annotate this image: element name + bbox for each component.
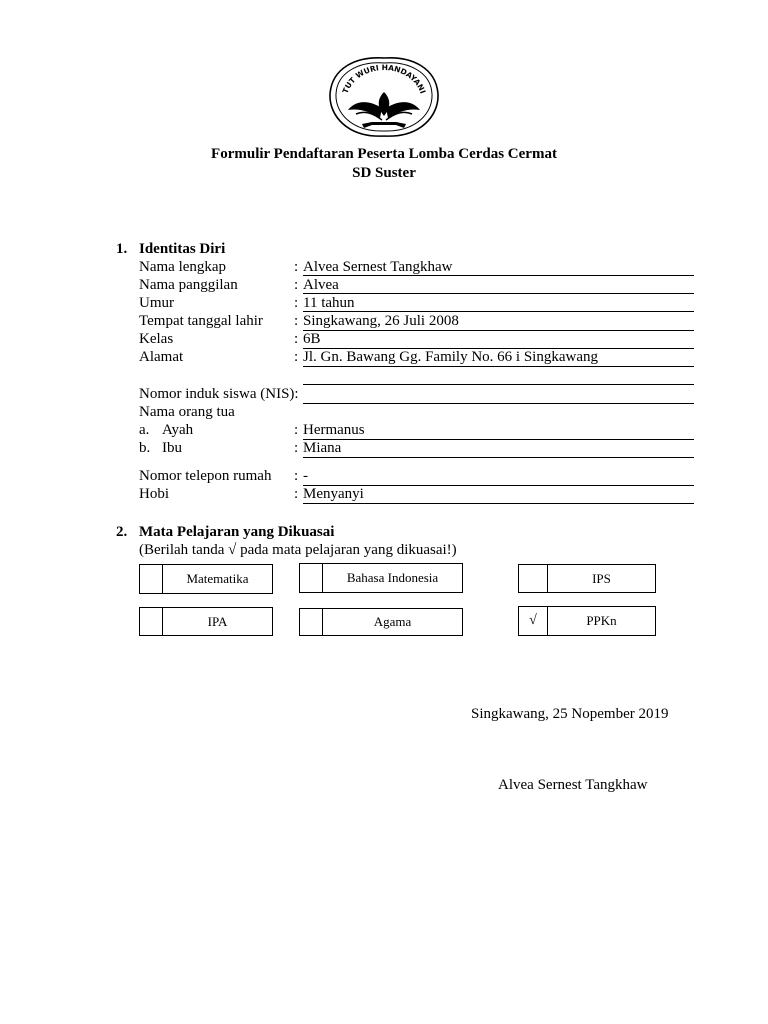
phone-value: - — [303, 468, 308, 484]
subject-box-bahasa-indonesia[interactable] — [299, 563, 463, 593]
field-value-age: 11 tahun — [303, 295, 355, 311]
colon: : — [294, 331, 299, 347]
field-value-birth: Singkawang, 26 Juli 2008 — [303, 313, 459, 329]
field-label-age: Umur — [139, 295, 174, 311]
colon: : — [294, 440, 299, 456]
subject-label: Matematika — [186, 571, 249, 586]
subject-label: IPA — [207, 613, 228, 629]
mother-label: Ibu — [162, 440, 182, 456]
underline — [303, 293, 694, 294]
section2-title: Mata Pelajaran yang Dikuasai — [139, 524, 335, 540]
field-label-birth: Tempat tanggal lahir — [139, 313, 263, 329]
checkbox[interactable] — [300, 609, 323, 635]
checkbox[interactable] — [140, 565, 163, 593]
parents-label: Nama orang tua — [139, 404, 235, 420]
place-date: Singkawang, 25 Nopember 2019 — [471, 706, 669, 722]
checkbox[interactable] — [140, 608, 163, 635]
colon: : — [294, 313, 299, 329]
subject-box-ppkn[interactable] — [518, 606, 656, 636]
colon: : — [294, 486, 299, 502]
subject-label: Bahasa Indonesia — [346, 570, 439, 585]
colon: : — [294, 259, 299, 275]
underline — [303, 330, 694, 331]
field-value-nickname: Alvea — [303, 277, 339, 293]
underline — [303, 457, 694, 458]
colon: : — [294, 295, 299, 311]
underline — [303, 503, 694, 504]
father-value: Hermanus — [303, 422, 365, 438]
nis-label: Nomor induk siswa (NIS): — [139, 386, 299, 402]
svg-text:TUT WURI HANDAYANI: TUT WURI HANDAYANI — [340, 62, 428, 95]
field-value-address: Jl. Gn. Bawang Gg. Family No. 66 i Singkawang — [303, 349, 598, 365]
colon: : — [294, 277, 299, 293]
subject-box-matematika[interactable] — [139, 564, 273, 594]
subject-box-agama[interactable] — [299, 608, 463, 636]
checkbox[interactable] — [300, 564, 323, 592]
underline — [303, 384, 694, 385]
checkbox[interactable] — [519, 565, 548, 592]
underline — [303, 275, 694, 276]
subject-box-ips[interactable] — [518, 564, 656, 593]
field-label-full-name: Nama lengkap — [139, 259, 227, 275]
underline — [303, 366, 694, 367]
colon: : — [294, 422, 299, 438]
father-label: Ayah — [162, 422, 194, 438]
form-title: Formulir Pendaftaran Peserta Lomba Cerdas Cermat — [211, 146, 557, 162]
mother-value: Miana — [303, 440, 342, 456]
underline — [303, 403, 694, 404]
field-label-class: Kelas — [139, 331, 174, 347]
underline — [303, 311, 694, 312]
subject-label: Agama — [373, 614, 412, 629]
hobby-value: Menyanyi — [303, 486, 364, 502]
phone-label: Nomor telepon rumah — [139, 468, 272, 484]
subject-box-ipa[interactable] — [139, 607, 273, 636]
field-value-full-name: Alvea Sernest Tangkhaw — [303, 259, 453, 275]
section1-title: Identitas Diri — [139, 241, 226, 257]
field-value-class: 6B — [303, 331, 321, 347]
field-label-address: Alamat — [139, 349, 184, 365]
subject-label: PPKn — [586, 613, 617, 628]
colon: : — [294, 468, 299, 484]
signatory-name: Alvea Sernest Tangkhaw — [498, 777, 648, 793]
hobby-label: Hobi — [139, 486, 169, 502]
field-label-nickname: Nama panggilan — [139, 277, 238, 293]
checkmark[interactable]: √ — [519, 607, 548, 635]
school-name: SD Suster — [352, 165, 416, 181]
father-prefix: a. — [139, 422, 150, 438]
colon: : — [294, 349, 299, 365]
tut-wuri-handayani-logo — [326, 52, 442, 140]
section1-number: 1. — [116, 241, 128, 257]
subject-label: IPS — [592, 570, 611, 586]
section2-number: 2. — [116, 524, 128, 540]
underline — [303, 439, 694, 440]
mother-prefix: b. — [139, 440, 151, 456]
section2-instruction: (Berilah tanda √ pada mata pelajaran yang dikuasai!) — [139, 542, 457, 558]
